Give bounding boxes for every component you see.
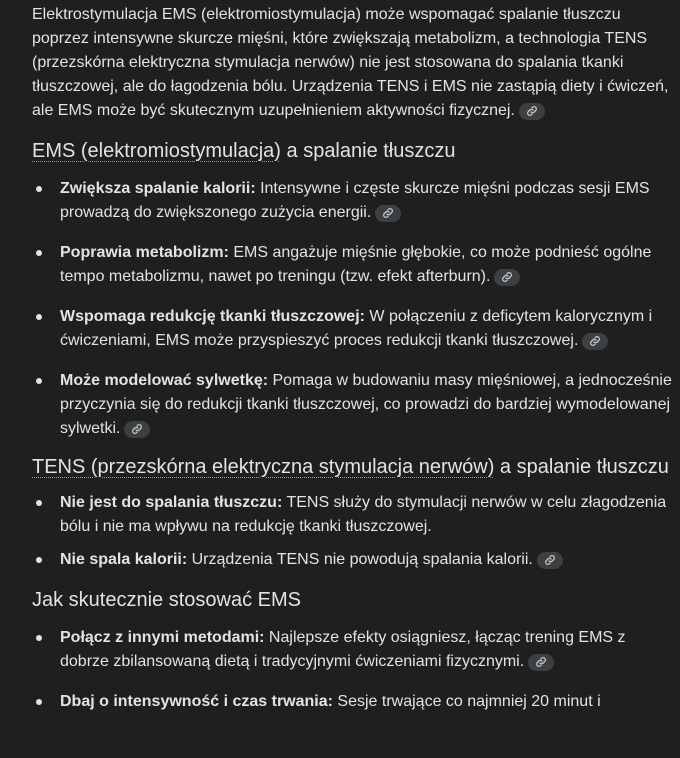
- intro-text: Elektrostymulacja EMS (elektromiostymulacja) może wspomagać spalanie tłuszczu poprzez intensywne skurcze mięśni, które zwiększają metabolizm, a technologia TENS (przezskórna elektryczna stymulacja nerwów) nie jest stosowana do spalania tkanki tłuszczowej, ale do łagodzenia bólu. Urządzenia TENS i EMS nie zastąpią diety i ćwiczeń, ale EMS może być skutecznym uzupełnieniem aktywności fizycznej.: [32, 6, 669, 119]
- list-item-title: Nie jest do spalania tłuszczu:: [60, 494, 283, 511]
- ems-benefits-list: [32, 177, 672, 441]
- list-item: [32, 548, 672, 572]
- list-item-title: Nie spala kalorii:: [60, 551, 188, 568]
- list-item: [32, 626, 672, 674]
- how-to-section-heading: Jak skutecznie stosować EMS: [32, 589, 301, 611]
- link-icon: [589, 335, 601, 347]
- tens-term-link[interactable]: TENS (przezskórna elektryczna stymulacja nerwów): [32, 456, 495, 478]
- source-link-button[interactable]: [537, 552, 563, 569]
- response-content: [32, 3, 672, 730]
- list-item-text: Sesje trwające co najmniej 20 minut i: [332, 693, 601, 710]
- source-link-button[interactable]: [528, 654, 554, 671]
- list-item-text: EMS angażuje mięśnie głębokie, co może podnieść ogólne tempo metabolizmu, nawet po treningu (tzw. efekt afterburn).: [60, 244, 652, 285]
- source-link-button[interactable]: [582, 333, 608, 350]
- ems-term-link[interactable]: EMS (elektromiostymulacja): [32, 140, 281, 162]
- list-item-title: Zwiększa spalanie kalorii:: [60, 180, 256, 197]
- list-item: [32, 177, 672, 225]
- source-link-button[interactable]: [519, 103, 545, 120]
- list-item: [32, 241, 672, 289]
- how-to-list: [32, 626, 672, 714]
- list-item: [32, 690, 672, 714]
- list-item: [32, 491, 672, 539]
- list-item-text: TENS służy do stymulacji nerwów w celu złagodzenia bólu i nie ma wpływu na redukcję tkanki tłuszczowej.: [60, 494, 667, 535]
- tens-heading-rest: a spalanie tłuszczu: [494, 456, 669, 478]
- list-item-text: Pomaga w budowaniu masy mięśniowej, a jednocześnie przyczynia się do redukcji tkanki tłuszczowej, co prowadzi do bardziej wymodelowanej sylwetki.: [60, 372, 672, 437]
- link-icon: [382, 207, 394, 219]
- list-item-title: Połącz z innymi metodami:: [60, 629, 265, 646]
- list-item: [32, 369, 672, 441]
- tens-facts-list: [32, 491, 672, 572]
- link-icon: [544, 554, 556, 566]
- list-item-title: Poprawia metabolizm:: [60, 244, 229, 261]
- link-icon: [526, 105, 538, 117]
- source-link-button[interactable]: [124, 421, 150, 438]
- link-icon: [131, 423, 143, 435]
- source-link-button[interactable]: [375, 205, 401, 222]
- link-icon: [501, 271, 513, 283]
- source-link-button[interactable]: [494, 269, 520, 286]
- list-item-text: Najlepsze efekty osiągniesz, łącząc trening EMS z dobrze zbilansowaną dietą i tradycyjnymi ćwiczeniami fizycznymi.: [60, 629, 626, 670]
- link-icon: [535, 656, 547, 668]
- list-item-text: W połączeniu z deficytem kalorycznym i ćwiczeniami, EMS może przyspieszyć proces redukcji tkanki tłuszczowej.: [60, 308, 653, 349]
- list-item-title: Wspomaga redukcję tkanki tłuszczowej:: [60, 308, 365, 325]
- list-item-title: Dbaj o intensywność i czas trwania:: [60, 693, 333, 710]
- ems-section-heading: [32, 137, 672, 165]
- intro-paragraph: [32, 3, 672, 123]
- ems-heading-rest: a spalanie tłuszczu: [280, 140, 456, 162]
- list-item: [32, 305, 672, 353]
- tens-section-heading: [32, 453, 672, 481]
- list-item-title: Może modelować sylwetkę:: [60, 372, 269, 389]
- list-item-text: Intensywne i częste skurcze mięśni podczas sesji EMS prowadzą do zwiększonego zużycia energii.: [60, 180, 650, 221]
- list-item-text: Urządzenia TENS nie powodują spalania kalorii.: [187, 551, 533, 568]
